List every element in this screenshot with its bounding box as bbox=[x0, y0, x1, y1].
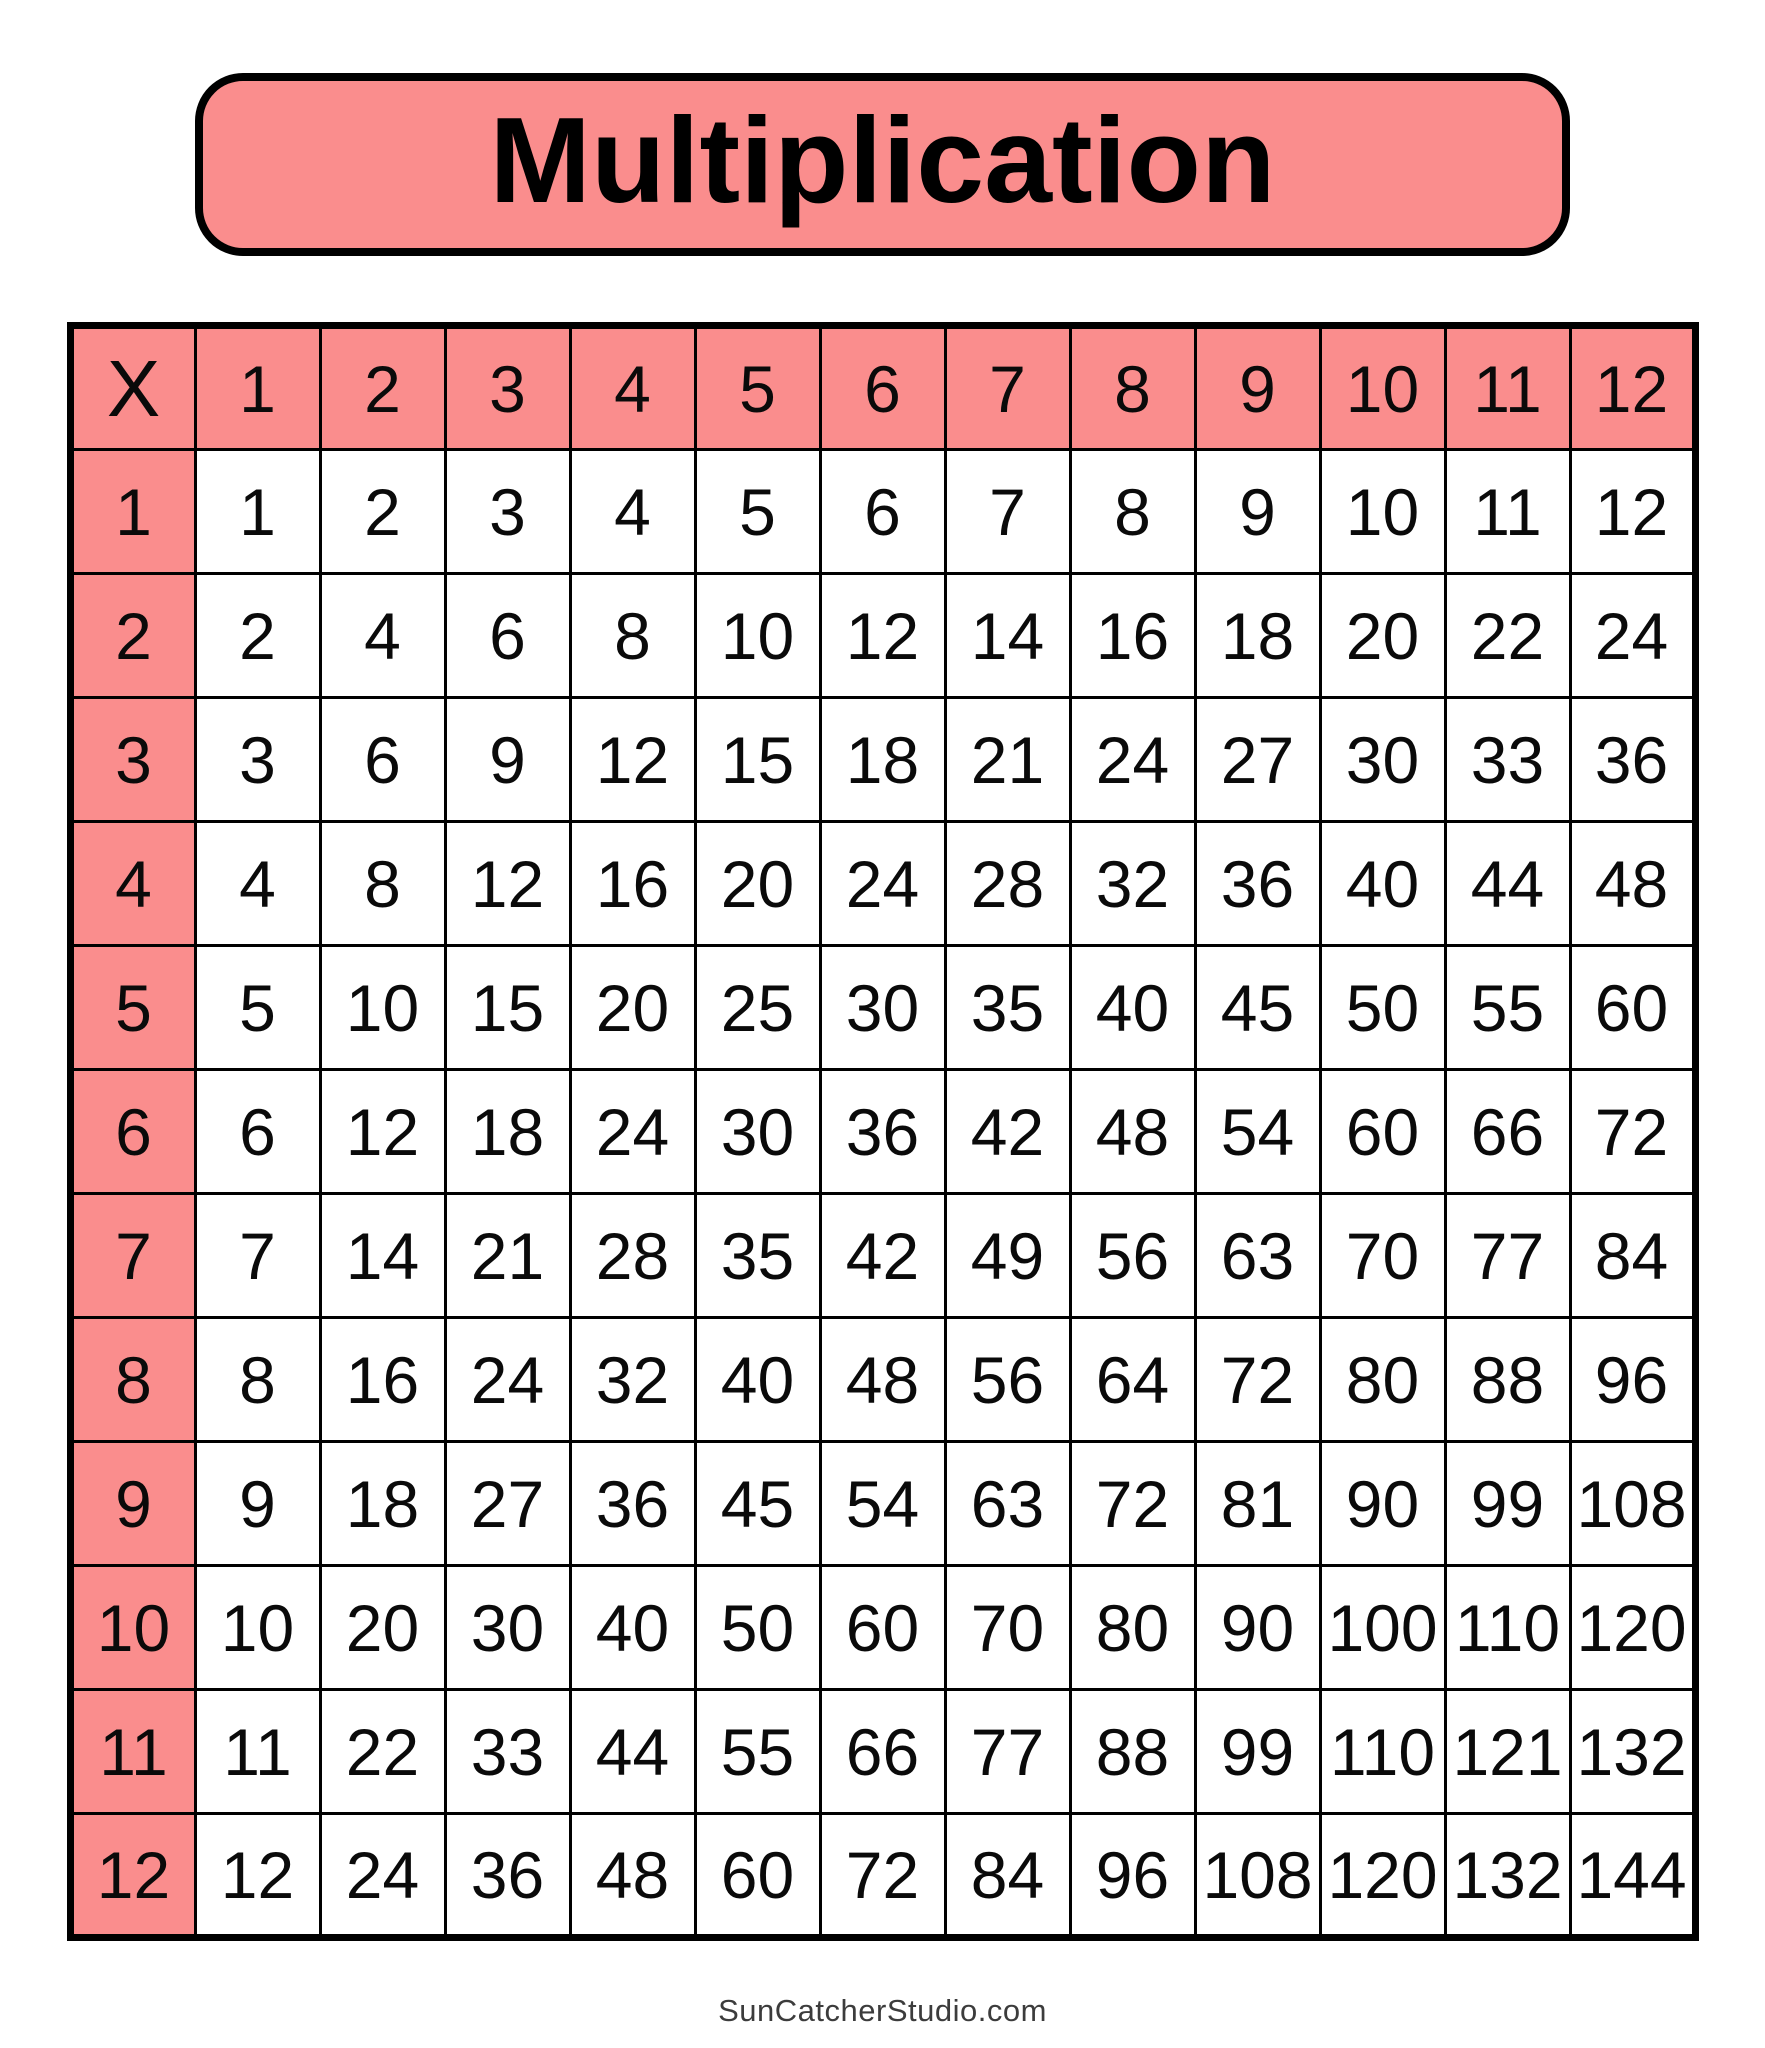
product-cell: 35 bbox=[945, 946, 1070, 1070]
product-cell: 36 bbox=[570, 1442, 695, 1566]
product-cell: 110 bbox=[1320, 1690, 1445, 1814]
product-cell: 24 bbox=[820, 822, 945, 946]
column-header-cell: 7 bbox=[945, 326, 1070, 450]
product-cell: 66 bbox=[820, 1690, 945, 1814]
product-cell: 8 bbox=[320, 822, 445, 946]
product-cell: 5 bbox=[695, 450, 820, 574]
product-cell: 11 bbox=[195, 1690, 320, 1814]
column-header-cell: 4 bbox=[570, 326, 695, 450]
product-cell: 16 bbox=[320, 1318, 445, 1442]
row-header-cell: 3 bbox=[70, 698, 195, 822]
product-cell: 6 bbox=[445, 574, 570, 698]
product-cell: 44 bbox=[1445, 822, 1570, 946]
product-cell: 56 bbox=[1070, 1194, 1195, 1318]
product-cell: 30 bbox=[1320, 698, 1445, 822]
product-cell: 49 bbox=[945, 1194, 1070, 1318]
product-cell: 60 bbox=[1320, 1070, 1445, 1194]
product-cell: 36 bbox=[445, 1814, 570, 1938]
column-header-cell: 1 bbox=[195, 326, 320, 450]
row-header-cell: 11 bbox=[70, 1690, 195, 1814]
product-cell: 60 bbox=[695, 1814, 820, 1938]
row-header-cell: 8 bbox=[70, 1318, 195, 1442]
product-cell: 2 bbox=[195, 574, 320, 698]
product-cell: 4 bbox=[570, 450, 695, 574]
product-cell: 72 bbox=[1195, 1318, 1320, 1442]
product-cell: 90 bbox=[1320, 1442, 1445, 1566]
product-cell: 42 bbox=[945, 1070, 1070, 1194]
product-cell: 22 bbox=[320, 1690, 445, 1814]
product-cell: 99 bbox=[1195, 1690, 1320, 1814]
product-cell: 14 bbox=[320, 1194, 445, 1318]
product-cell: 1 bbox=[195, 450, 320, 574]
product-cell: 6 bbox=[320, 698, 445, 822]
product-cell: 44 bbox=[570, 1690, 695, 1814]
corner-cell: X bbox=[70, 326, 195, 450]
column-header-cell: 12 bbox=[1570, 326, 1695, 450]
row-header-cell: 2 bbox=[70, 574, 195, 698]
table-row bbox=[70, 1690, 1695, 1814]
product-cell: 40 bbox=[1070, 946, 1195, 1070]
table-header-row bbox=[70, 326, 1695, 450]
product-cell: 144 bbox=[1570, 1814, 1695, 1938]
row-header-cell: 7 bbox=[70, 1194, 195, 1318]
product-cell: 96 bbox=[1570, 1318, 1695, 1442]
footer-credit: SunCatcherStudio.com bbox=[718, 1993, 1047, 2028]
product-cell: 88 bbox=[1070, 1690, 1195, 1814]
product-cell: 21 bbox=[945, 698, 1070, 822]
table-row bbox=[70, 1070, 1695, 1194]
product-cell: 7 bbox=[945, 450, 1070, 574]
product-cell: 6 bbox=[195, 1070, 320, 1194]
product-cell: 108 bbox=[1195, 1814, 1320, 1938]
product-cell: 56 bbox=[945, 1318, 1070, 1442]
product-cell: 55 bbox=[1445, 946, 1570, 1070]
product-cell: 42 bbox=[820, 1194, 945, 1318]
product-cell: 35 bbox=[695, 1194, 820, 1318]
product-cell: 108 bbox=[1570, 1442, 1695, 1566]
table-row bbox=[70, 822, 1695, 946]
table-row bbox=[70, 450, 1695, 574]
product-cell: 30 bbox=[445, 1566, 570, 1690]
product-cell: 63 bbox=[1195, 1194, 1320, 1318]
product-cell: 33 bbox=[1445, 698, 1570, 822]
table-row bbox=[70, 1814, 1695, 1938]
product-cell: 12 bbox=[320, 1070, 445, 1194]
product-cell: 80 bbox=[1070, 1566, 1195, 1690]
product-cell: 40 bbox=[695, 1318, 820, 1442]
product-cell: 5 bbox=[195, 946, 320, 1070]
product-cell: 54 bbox=[1195, 1070, 1320, 1194]
product-cell: 6 bbox=[820, 450, 945, 574]
product-cell: 100 bbox=[1320, 1566, 1445, 1690]
table-row bbox=[70, 1194, 1695, 1318]
product-cell: 120 bbox=[1320, 1814, 1445, 1938]
product-cell: 33 bbox=[445, 1690, 570, 1814]
product-cell: 10 bbox=[195, 1566, 320, 1690]
product-cell: 11 bbox=[1445, 450, 1570, 574]
product-cell: 88 bbox=[1445, 1318, 1570, 1442]
table-row bbox=[70, 946, 1695, 1070]
product-cell: 12 bbox=[1570, 450, 1695, 574]
product-cell: 60 bbox=[820, 1566, 945, 1690]
title-banner bbox=[195, 73, 1570, 256]
product-cell: 40 bbox=[570, 1566, 695, 1690]
product-cell: 84 bbox=[1570, 1194, 1695, 1318]
product-cell: 60 bbox=[1570, 946, 1695, 1070]
product-cell: 110 bbox=[1445, 1566, 1570, 1690]
column-header-cell: 3 bbox=[445, 326, 570, 450]
row-header-cell: 12 bbox=[70, 1814, 195, 1938]
product-cell: 9 bbox=[445, 698, 570, 822]
column-header-cell: 8 bbox=[1070, 326, 1195, 450]
product-cell: 48 bbox=[570, 1814, 695, 1938]
product-cell: 12 bbox=[195, 1814, 320, 1938]
product-cell: 20 bbox=[1320, 574, 1445, 698]
column-header-cell: 6 bbox=[820, 326, 945, 450]
product-cell: 70 bbox=[1320, 1194, 1445, 1318]
product-cell: 36 bbox=[1195, 822, 1320, 946]
table-row bbox=[70, 698, 1695, 822]
product-cell: 7 bbox=[195, 1194, 320, 1318]
product-cell: 24 bbox=[1570, 574, 1695, 698]
product-cell: 32 bbox=[1070, 822, 1195, 946]
product-cell: 70 bbox=[945, 1566, 1070, 1690]
product-cell: 36 bbox=[820, 1070, 945, 1194]
product-cell: 48 bbox=[1070, 1070, 1195, 1194]
product-cell: 24 bbox=[320, 1814, 445, 1938]
product-cell: 18 bbox=[820, 698, 945, 822]
product-cell: 4 bbox=[320, 574, 445, 698]
product-cell: 96 bbox=[1070, 1814, 1195, 1938]
product-cell: 80 bbox=[1320, 1318, 1445, 1442]
product-cell: 8 bbox=[195, 1318, 320, 1442]
product-cell: 10 bbox=[1320, 450, 1445, 574]
product-cell: 30 bbox=[820, 946, 945, 1070]
product-cell: 30 bbox=[695, 1070, 820, 1194]
product-cell: 4 bbox=[195, 822, 320, 946]
column-header-cell: 10 bbox=[1320, 326, 1445, 450]
product-cell: 16 bbox=[1070, 574, 1195, 698]
product-cell: 66 bbox=[1445, 1070, 1570, 1194]
product-cell: 9 bbox=[1195, 450, 1320, 574]
product-cell: 99 bbox=[1445, 1442, 1570, 1566]
product-cell: 32 bbox=[570, 1318, 695, 1442]
product-cell: 64 bbox=[1070, 1318, 1195, 1442]
product-cell: 16 bbox=[570, 822, 695, 946]
product-cell: 63 bbox=[945, 1442, 1070, 1566]
row-header-cell: 9 bbox=[70, 1442, 195, 1566]
product-cell: 18 bbox=[320, 1442, 445, 1566]
product-cell: 25 bbox=[695, 946, 820, 1070]
product-cell: 28 bbox=[570, 1194, 695, 1318]
product-cell: 18 bbox=[1195, 574, 1320, 698]
product-cell: 27 bbox=[1195, 698, 1320, 822]
column-header-cell: 2 bbox=[320, 326, 445, 450]
product-cell: 27 bbox=[445, 1442, 570, 1566]
product-cell: 77 bbox=[1445, 1194, 1570, 1318]
product-cell: 10 bbox=[695, 574, 820, 698]
product-cell: 20 bbox=[695, 822, 820, 946]
product-cell: 14 bbox=[945, 574, 1070, 698]
product-cell: 48 bbox=[820, 1318, 945, 1442]
row-header-cell: 4 bbox=[70, 822, 195, 946]
column-header-cell: 5 bbox=[695, 326, 820, 450]
product-cell: 121 bbox=[1445, 1690, 1570, 1814]
product-cell: 9 bbox=[195, 1442, 320, 1566]
product-cell: 24 bbox=[445, 1318, 570, 1442]
product-cell: 10 bbox=[320, 946, 445, 1070]
table-body bbox=[70, 450, 1695, 1938]
row-header-cell: 10 bbox=[70, 1566, 195, 1690]
table-row bbox=[70, 1566, 1695, 1690]
product-cell: 84 bbox=[945, 1814, 1070, 1938]
product-cell: 72 bbox=[1070, 1442, 1195, 1566]
product-cell: 2 bbox=[320, 450, 445, 574]
product-cell: 15 bbox=[445, 946, 570, 1070]
row-header-cell: 1 bbox=[70, 450, 195, 574]
product-cell: 20 bbox=[570, 946, 695, 1070]
product-cell: 21 bbox=[445, 1194, 570, 1318]
product-cell: 8 bbox=[570, 574, 695, 698]
product-cell: 45 bbox=[1195, 946, 1320, 1070]
product-cell: 24 bbox=[570, 1070, 695, 1194]
product-cell: 72 bbox=[820, 1814, 945, 1938]
product-cell: 12 bbox=[445, 822, 570, 946]
page-title: Multiplication bbox=[489, 91, 1276, 228]
product-cell: 50 bbox=[695, 1566, 820, 1690]
product-cell: 12 bbox=[820, 574, 945, 698]
product-cell: 12 bbox=[570, 698, 695, 822]
product-cell: 55 bbox=[695, 1690, 820, 1814]
multiplication-table bbox=[67, 322, 1699, 1941]
product-cell: 36 bbox=[1570, 698, 1695, 822]
product-cell: 45 bbox=[695, 1442, 820, 1566]
table-row bbox=[70, 574, 1695, 698]
column-header-cell: 9 bbox=[1195, 326, 1320, 450]
product-cell: 28 bbox=[945, 822, 1070, 946]
product-cell: 20 bbox=[320, 1566, 445, 1690]
product-cell: 132 bbox=[1570, 1690, 1695, 1814]
product-cell: 54 bbox=[820, 1442, 945, 1566]
row-header-cell: 5 bbox=[70, 946, 195, 1070]
product-cell: 3 bbox=[445, 450, 570, 574]
product-cell: 81 bbox=[1195, 1442, 1320, 1566]
row-header-cell: 6 bbox=[70, 1070, 195, 1194]
product-cell: 3 bbox=[195, 698, 320, 822]
product-cell: 18 bbox=[445, 1070, 570, 1194]
product-cell: 48 bbox=[1570, 822, 1695, 946]
product-cell: 90 bbox=[1195, 1566, 1320, 1690]
table-row bbox=[70, 1318, 1695, 1442]
product-cell: 77 bbox=[945, 1690, 1070, 1814]
product-cell: 8 bbox=[1070, 450, 1195, 574]
product-cell: 22 bbox=[1445, 574, 1570, 698]
table-row bbox=[70, 1442, 1695, 1566]
product-cell: 50 bbox=[1320, 946, 1445, 1070]
product-cell: 72 bbox=[1570, 1070, 1695, 1194]
product-cell: 24 bbox=[1070, 698, 1195, 822]
product-cell: 15 bbox=[695, 698, 820, 822]
column-header-cell: 11 bbox=[1445, 326, 1570, 450]
product-cell: 120 bbox=[1570, 1566, 1695, 1690]
product-cell: 132 bbox=[1445, 1814, 1570, 1938]
product-cell: 40 bbox=[1320, 822, 1445, 946]
